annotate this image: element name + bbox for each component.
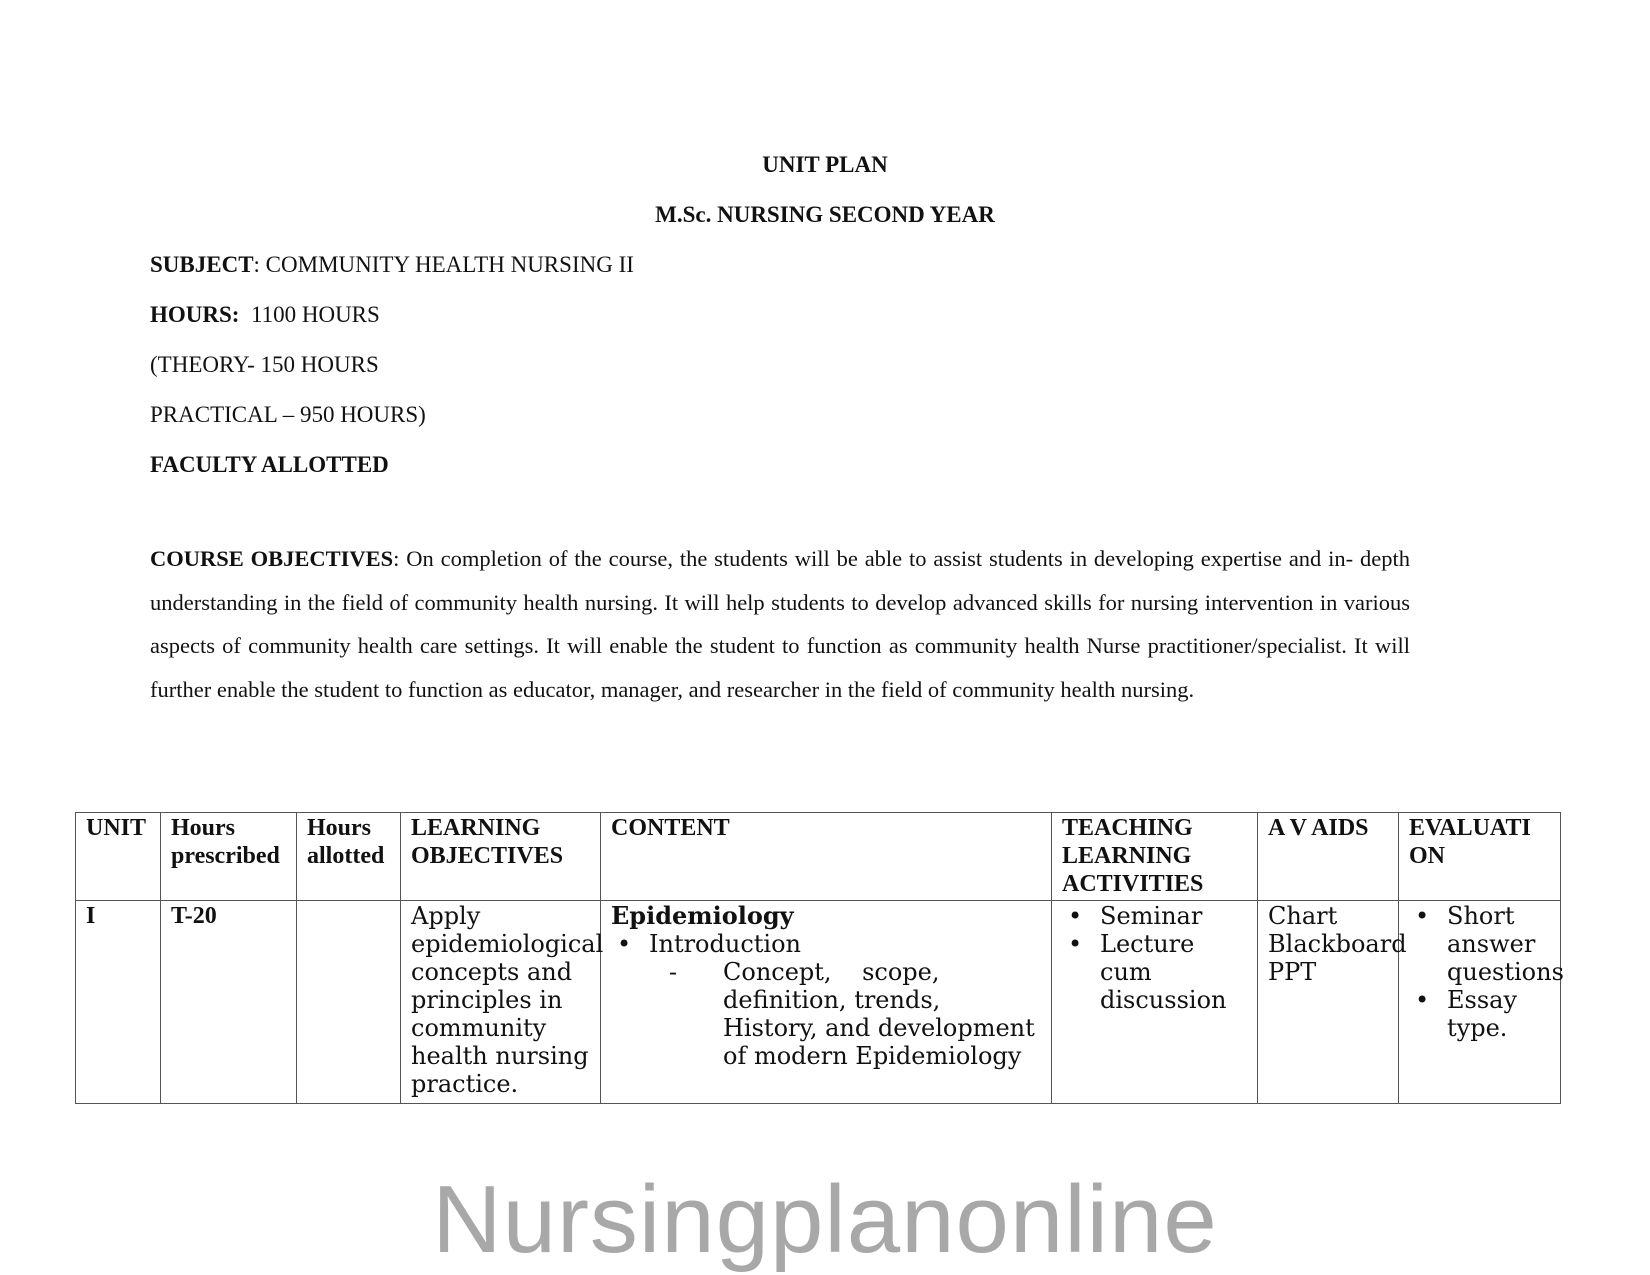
subject-line: [150, 252, 634, 278]
list-item: [633, 930, 1041, 1070]
list-item: • Lecture cum discussion: [1084, 930, 1247, 1014]
unit-plan-table: [75, 812, 1564, 1104]
table-row: [76, 901, 1561, 1104]
content-item: Introduction: [649, 930, 801, 958]
content-list: [611, 930, 1041, 1070]
header-learning-objectives: LEARNING OBJECTIVES: [401, 813, 601, 901]
course-objectives: [150, 537, 1410, 711]
header-evaluation: EVALUATI ON: [1399, 813, 1561, 901]
content-title: Epidemiology: [611, 901, 794, 930]
table-header-row: [76, 813, 1561, 901]
cell-evaluation: [1399, 901, 1564, 1104]
evaluation-list: [1409, 902, 1564, 1042]
list-item: - Concept, scope, definition, trends, History, and development of modern Epidemiology: [707, 958, 1041, 1070]
hours-label: HOURS:: [150, 302, 240, 327]
header-content: CONTENT: [601, 813, 1052, 901]
page-title: UNIT PLAN: [762, 152, 888, 177]
theory-hours: (THEORY- 150 HOURS: [150, 352, 379, 377]
header-unit: UNIT: [76, 813, 161, 901]
watermark: Nursingplanonline: [432, 1166, 1218, 1273]
cell-learning-objectives: Apply epidemiological concepts and principles in community health nursing practice.: [401, 901, 601, 1104]
av-aid: Blackboard: [1268, 930, 1407, 958]
page-subtitle: M.Sc. NURSING SECOND YEAR: [655, 202, 995, 227]
header-hours-prescribed: Hours prescribed: [161, 813, 297, 901]
activities-list: [1062, 902, 1247, 1014]
cell-hours-allotted: [297, 901, 401, 1104]
av-aid: Chart: [1268, 902, 1338, 930]
faculty-allotted: FACULTY ALLOTTED: [150, 452, 389, 477]
list-item: • Essay type.: [1431, 986, 1550, 1042]
hours-value: 1100 HOURS: [239, 302, 380, 327]
header-av-aids: A V AIDS: [1258, 813, 1399, 901]
subject-value: : COMMUNITY HEALTH NURSING II: [253, 252, 634, 277]
cell-teaching-activities: [1052, 901, 1258, 1104]
content-sublist: [649, 958, 1041, 1070]
header-teaching-activities: TEACHING LEARNING ACTIVITIES: [1052, 813, 1258, 901]
list-item: • Short answer questions: [1431, 902, 1550, 986]
cell-hours-prescribed: T-20: [161, 901, 297, 1104]
objectives-label: COURSE OBJECTIVES: [150, 546, 394, 571]
av-aid: PPT: [1268, 958, 1317, 986]
hours-line: [150, 302, 380, 328]
header-hours-allotted: Hours allotted: [297, 813, 401, 901]
list-item: • Seminar: [1084, 902, 1247, 930]
cell-av-aids: [1258, 901, 1407, 1104]
subject-label: SUBJECT: [150, 252, 254, 277]
practical-hours: PRACTICAL – 950 HOURS): [150, 402, 426, 427]
objectives-text: : On completion of the course, the students will be able to assist students in developing expertise and in- depth understanding in the field of community health nursing. It will help students to develop advanced skills for nursing intervention in various aspects of community health care settings. It will enable the student to function as community health Nurse practitioner/specialist. It will further enable the student to function as educator, manager, and researcher in the field of community health nursing.: [150, 546, 1410, 702]
cell-unit: I: [76, 901, 161, 1104]
cell-content: [601, 901, 1052, 1104]
